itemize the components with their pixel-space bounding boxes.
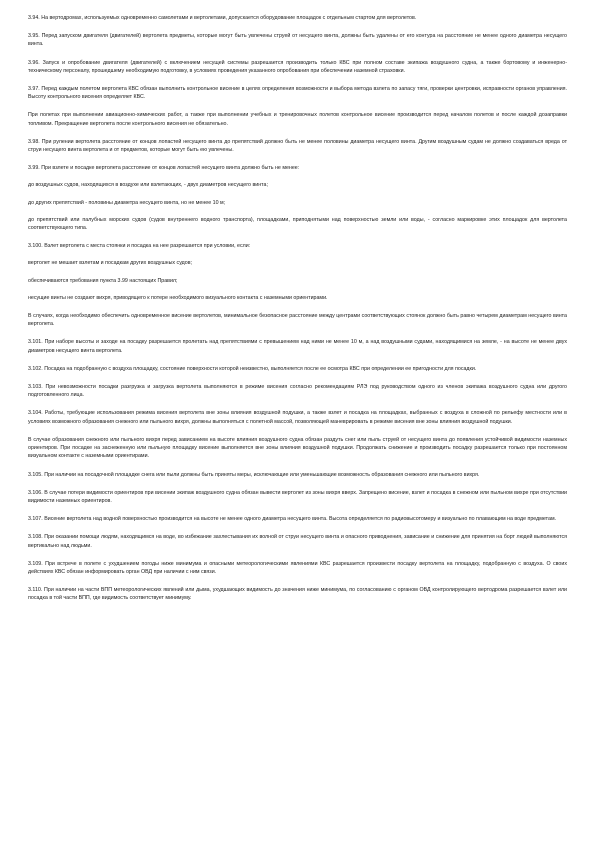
paragraph-3-102: 3.102. Посадка на подобранную с воздуха площадку, состояние поверхности которой неизвестно, выполняется после ее осмотра КВС при определении ее пригодности для посадки.: [28, 365, 477, 372]
paragraph-3-95: 3.95. Перед запуском двигателя (двигателей) вертолета предметы, которые могут быть увлечены струей от несущего винта, должны быть удалены от его контура на расстояние не менее одного диаметра несущего винта.: [28, 33, 567, 48]
paragraph-3-100-note: В случаях, когда необходимо обеспечить одновременное висение вертолетов, минимальное безопасное расстояние между центрами соответствующих стоянок должно быть равно четырем диаметрам несущего винта вертолета.: [28, 313, 567, 328]
paragraph-3-96: 3.96. Запуск и опробование двигателя (двигателей) с включением несущей системы разрешается производить только КВС при полном составе экипажа воздушного судна, а также бортовому и инженерно-техническому персоналу, прошедшему необходимую подготовку, в условиях проведения указанного опробования при обеспечении наземной страховки.: [28, 59, 567, 74]
paragraph-3-107: 3.107. Висение вертолета над водной поверхностью производится на высоте не менее одного диаметра несущего винта. Высота определяется по радиовысотомеру и визуально по плавающим на воде предметам.: [28, 516, 557, 523]
list-item: обеспечиваются требования пункта 3.99 настоящих Правил;: [28, 277, 178, 284]
list-item: несущие винты не создают вихря, приводящего к потере необходимого визуального контакта с наземными ориентирами.: [28, 294, 328, 301]
paragraph-3-109: 3.109. При встрече в полете с ухудшением погоды ниже минимума и опасными метеорологическими явлениями КВС разрешается произвести посадку вертолета на площадку, подобранную с воздуха. О своих действиях КВС обязан информировать орган ОВД при наличии с ним связи.: [28, 560, 567, 575]
paragraph-3-103: 3.103. При невозможности посадки разгрузка и загрузка вертолета выполняются в режиме висения согласно рекомендациям РЛЭ под руководством одного из членов экипажа воздушного судна или другого подготовленного лица.: [28, 384, 567, 399]
paragraph-3-98: 3.98. При рулении вертолета расстояние от концов лопастей несущего винта до препятствий должно быть не менее половины диаметра несущего винта. Другим воздушным судам не должно создаваться вреда от струи несущего винта вертолета и от предметов, которые могут быть ею увлечены.: [28, 138, 567, 154]
paragraph-3-99: 3.99. При взлете и посадке вертолета расстояние от концов лопастей несущего винта должно быть не менее:: [28, 165, 300, 172]
list-item: до препятствий или палубных морских судов (судов внутреннего водного транспорта), площадками, приподнятыми над поверхностью земли или воды, - согласно маркировке этих площадок для вертолета соответствующего типа.: [28, 216, 567, 232]
paragraph-3-101: 3.101. При наборе высоты и заходе на посадку разрешается пролетать над препятствиями с превышением над ними не менее 10 м, а над воздушными судами, находящимися на земле, - на высоте не менее двух диаметров несущего винта вертолета.: [28, 339, 567, 354]
list-item: до других препятствий - половины диаметра несущего винта, но не менее 10 м;: [28, 199, 226, 206]
paragraph-3-106: 3.106. В случае потери видимости ориентиров при висении экипаж воздушного судна обязан вывести вертолет из зоны вихря вверх. Запрещено висение, взлет и посадка в снежном или пыльном вихре при отсутствии видимости наземных ориентиров.: [28, 489, 567, 504]
paragraph-3-97-note: При полетах при выполнении авиационно-химических работ, а также при выполнении учебных и тренировочных полетов контрольное висение производится перед началом полетов и после каждой дозаправки топливом. Прекращение вертолета после контрольного висения не обязательно.: [28, 112, 567, 127]
paragraph-3-97: 3.97. Перед каждым полетом вертолета КВС обязан выполнить контрольное висение в целях определения возможности и выбора метода взлета по запасу тяги, проверки центровки, исправности органов управления. Высоту контрольного висения определяет КВС.: [28, 86, 567, 101]
paragraph-3-100: 3.100. Взлет вертолета с места стоянки и посадка на нее разрешается при условии, если:: [28, 243, 251, 250]
paragraph-3-110: 3.110. При наличии на части ВПП метеорологических явлений или дыма, ухудшающих видимость до значения ниже минимума, по согласованию с органом ОВД контролирующего вертодрома разрешается взлет или посадка в той части ВПП, где видимость соответствует минимуму.: [28, 587, 567, 602]
paragraph-3-104-note: В случае образования снежного или пыльного вихря перед зависанием на высоте влияния воздушного судна обязан раздуть снег или пыль струей от несущего винта до появления устойчивой видимости наземных ориентиров. При посадке на заснеженную или пыльную площадку висение выполняется вне зоны влияния воздушной подушки. Продолжать снижение и производить посадку разрешается только при постоянном визуальном контакте с наземными ориентирами.: [28, 436, 567, 460]
list-item: до воздушных судов, находящихся в воздухе или взлетающих, - двух диаметров несущего винта;: [28, 182, 268, 189]
paragraph-3-105: 3.105. При наличии на посадочной площадке снега или пыли должны быть приняты меры, исключающие или уменьшающие возможность образования снежного или пыльного вихря.: [28, 471, 480, 478]
paragraph-3-108: 3.108. При оказании помощи людям, находящимся на воде, во избежание захлестывания их волной от струи несущего винта и опасного приводнения, зависание и снижение для принятия на борт людей выполняются вертикально над людьми.: [28, 534, 567, 549]
paragraph-3-104: 3.104. Работы, требующие использования режима висения вертолета вне зоны влияния воздушной подушки, а также взлет и посадка на площадках, выбранных с воздуха в сложной по рельефу местности или в условиях возможного образования снежного или пыльного вихря, должны выполняться с полетной массой, позволяющей маневрировать в режиме висения вне зоны влияния воздушной подушки.: [28, 410, 567, 425]
list-item: вертолет не мешает взлетам и посадкам других воздушных судов;: [28, 260, 192, 267]
paragraph-3-94: 3.94. На вертодромах, используемых одновременно самолетами и вертолетами, допускается оборудование площадок с отдельным стартом для вертолетов.: [28, 15, 417, 21]
